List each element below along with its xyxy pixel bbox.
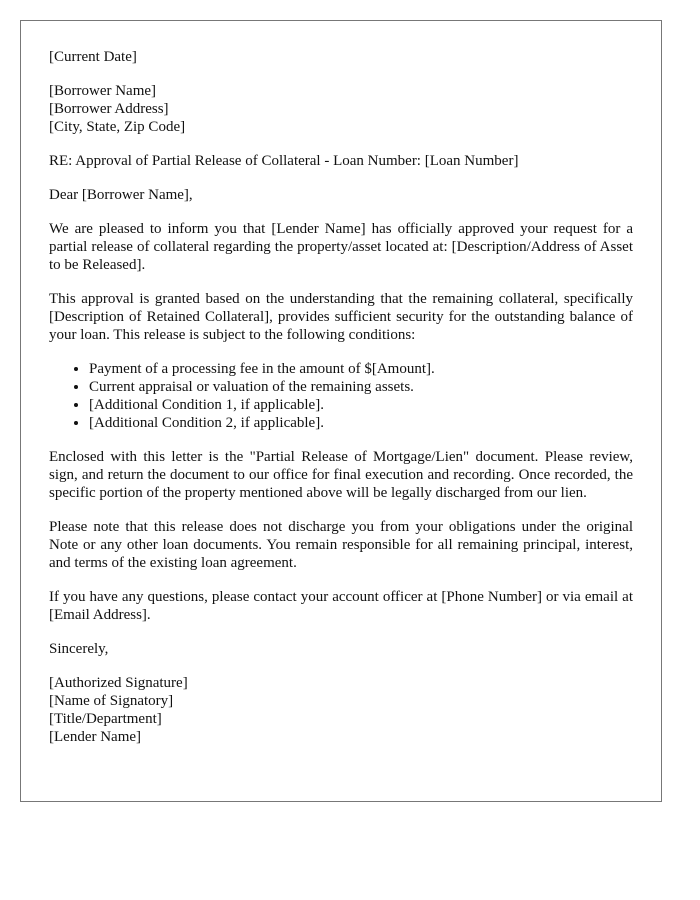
salutation xyxy=(49,186,633,204)
closing xyxy=(49,640,633,658)
letter-date xyxy=(49,48,633,66)
signatory-title: [Title/Department] xyxy=(49,711,162,727)
letter-page xyxy=(20,20,662,802)
condition-item: • Current appraisal or valuation of the remaining assets. xyxy=(89,378,633,396)
condition-item: • [Additional Condition 2, if applicable]. xyxy=(89,414,633,432)
subject-line xyxy=(49,152,633,170)
signatory-name: [Name of Signatory] xyxy=(49,693,174,709)
paragraph-contact: If you have any questions, please contact your account officer at [Phone Number] or via email at [Email Address]. xyxy=(49,589,633,623)
borrower-address: [Borrower Address] xyxy=(49,101,169,117)
paragraph-obligations: Please note that this release does not discharge you from your obligations under the original Note or any other loan documents. You remain responsible for all remaining principal, interest, and terms of the existing loan agreement. xyxy=(49,519,633,571)
date-text: [Current Date] xyxy=(49,49,137,65)
lender-name: [Lender Name] xyxy=(49,729,142,745)
signature-block xyxy=(49,674,633,746)
paragraph-enclosure: Enclosed with this letter is the "Partial Release of Mortgage/Lien" document. Please review, sign, and return the document to our office for final execution and recording. Once recorded, the specific portion of the property mentioned above will be legally discharged from our lien. xyxy=(49,449,633,501)
condition-item: • [Additional Condition 1, if applicable]. xyxy=(89,396,633,414)
subject-text: RE: Approval of Partial Release of Collateral - Loan Number: [Loan Number] xyxy=(49,153,519,169)
paragraph-approval: We are pleased to inform you that [Lender Name] has officially approved your request for a partial release of collateral regarding the property/asset located at: [Description/Address of Asset to be Released]. xyxy=(49,221,633,273)
paragraph-conditions-intro: This approval is granted based on the understanding that the remaining collateral, specifically [Description of Retained Collateral], provides sufficient security for the outstanding balance of your loan. This release is subject to the following conditions: xyxy=(49,291,633,343)
condition-item: • Payment of a processing fee in the amount of $[Amount]. xyxy=(89,360,633,378)
conditions-list xyxy=(49,360,633,432)
salutation-text: Dear [Borrower Name], xyxy=(49,187,193,203)
borrower-name: [Borrower Name] xyxy=(49,83,157,99)
borrower-address-block xyxy=(49,82,633,136)
borrower-city-state-zip: [City, State, Zip Code] xyxy=(49,119,186,135)
closing-text: Sincerely, xyxy=(49,641,109,657)
authorized-signature: [Authorized Signature] xyxy=(49,675,188,691)
